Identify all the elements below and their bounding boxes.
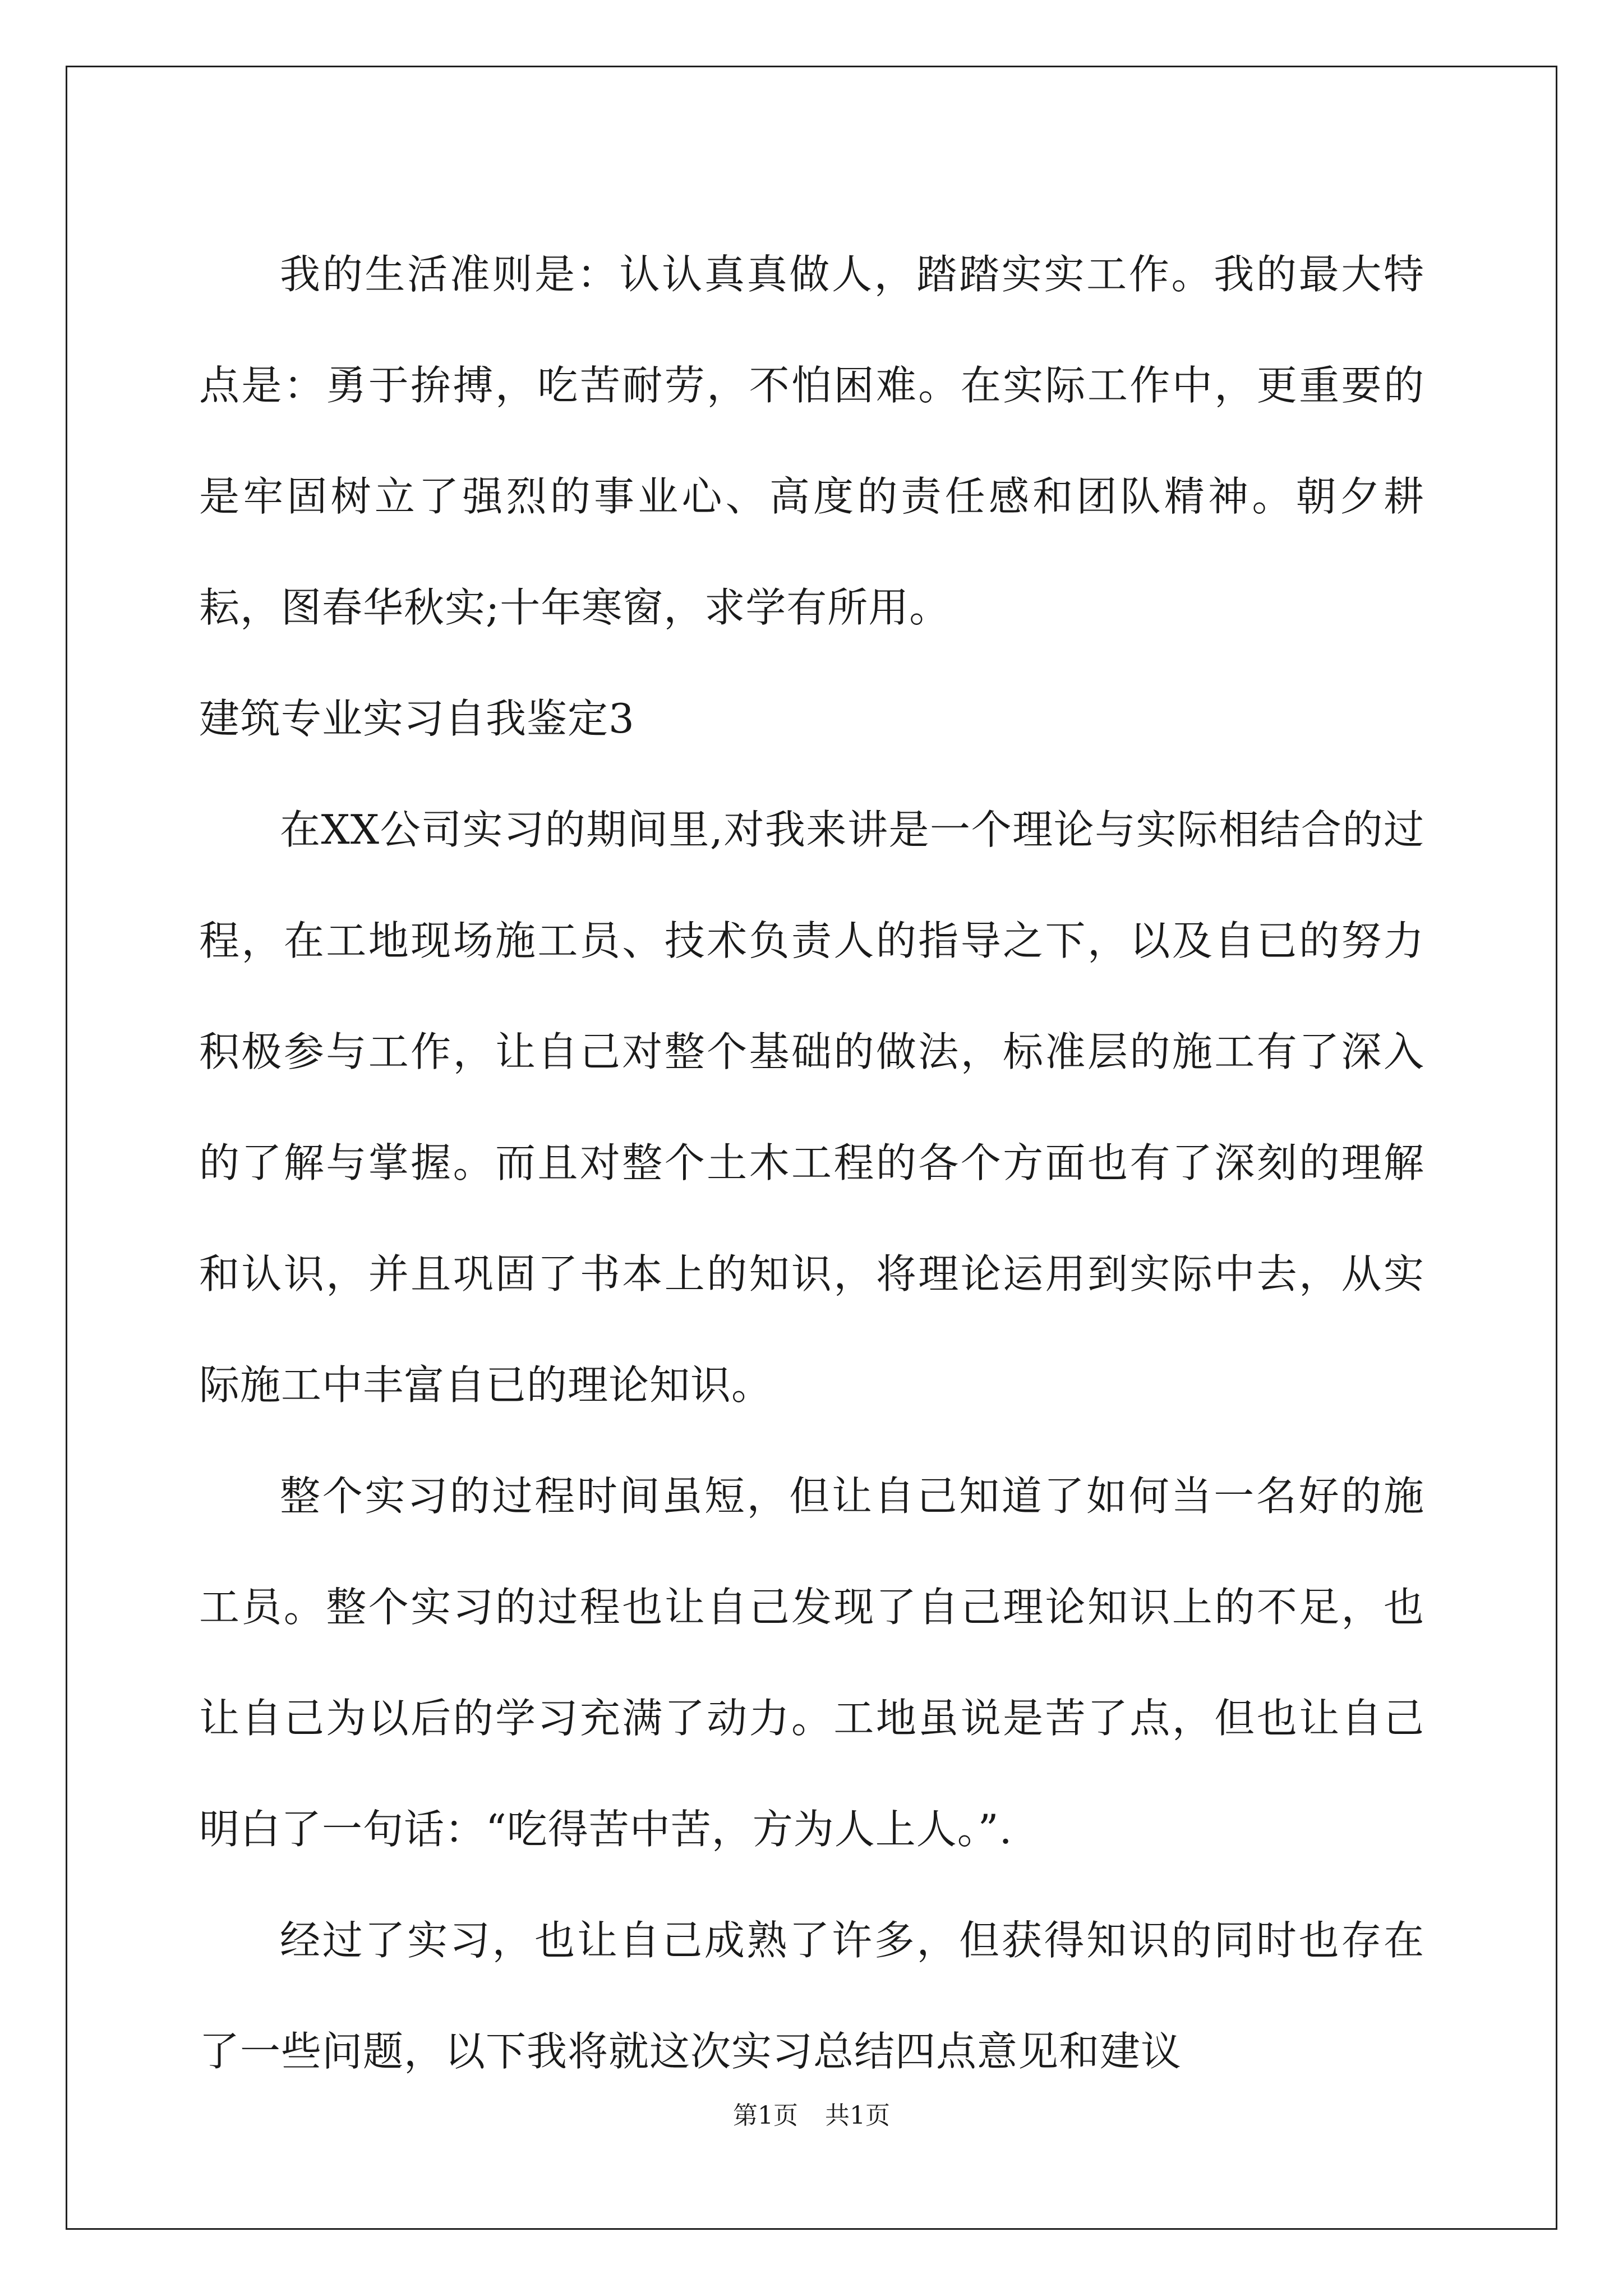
paragraph-2: 在XX公司实习的期间里,对我来讲是一个理论与实际相结合的过程，在工地现场施工员、技术负责人的指导之下，以及自已的努力积极参与工作，让自己对整个基础的做法，标准层的施工有了深入的了解与掌握。而且对整个土木工程的各个方面也有了深刻的理解和认识，并且巩固了书本上的知识，将理论运用到实际中去，从实际施工中丰富自已的理论知识。 bbox=[199, 806, 1424, 1409]
paragraph-4: 经过了实习，也让自己成熟了许多，但获得知识的同时也存在了一些问题，以下我将就这次实习总结四点意见和建议 bbox=[199, 1917, 1424, 2075]
page-total: 共1页 bbox=[825, 2101, 890, 2130]
section-heading: 建筑专业实习自我鉴定3 bbox=[199, 695, 635, 742]
paragraph-1: 我的生活准则是：认认真真做人，踏踏实实工作。我的最大特点是：勇于拚搏，吃苦耐劳，不怕困难。在实际工作中，更重要的是牢固树立了强烈的事业心、高度的责任感和团队精神。朝夕耕耘，图春华秋实;十年寒窗，求学有所用。 bbox=[199, 251, 1424, 631]
document-body bbox=[199, 219, 1424, 2107]
page-footer bbox=[0, 2095, 1623, 2131]
paragraph-3: 整个实习的过程时间虽短，但让自己知道了如何当一名好的施工员。整个实习的过程也让自己发现了自己理论知识上的不足，也让自己为以后的学习充满了动力。工地虽说是苦了点，但也让自己明白了一句话：“吃得苦中苦，方为人上人。”. bbox=[199, 1473, 1424, 1853]
page-number: 第1页 bbox=[733, 2101, 798, 2130]
